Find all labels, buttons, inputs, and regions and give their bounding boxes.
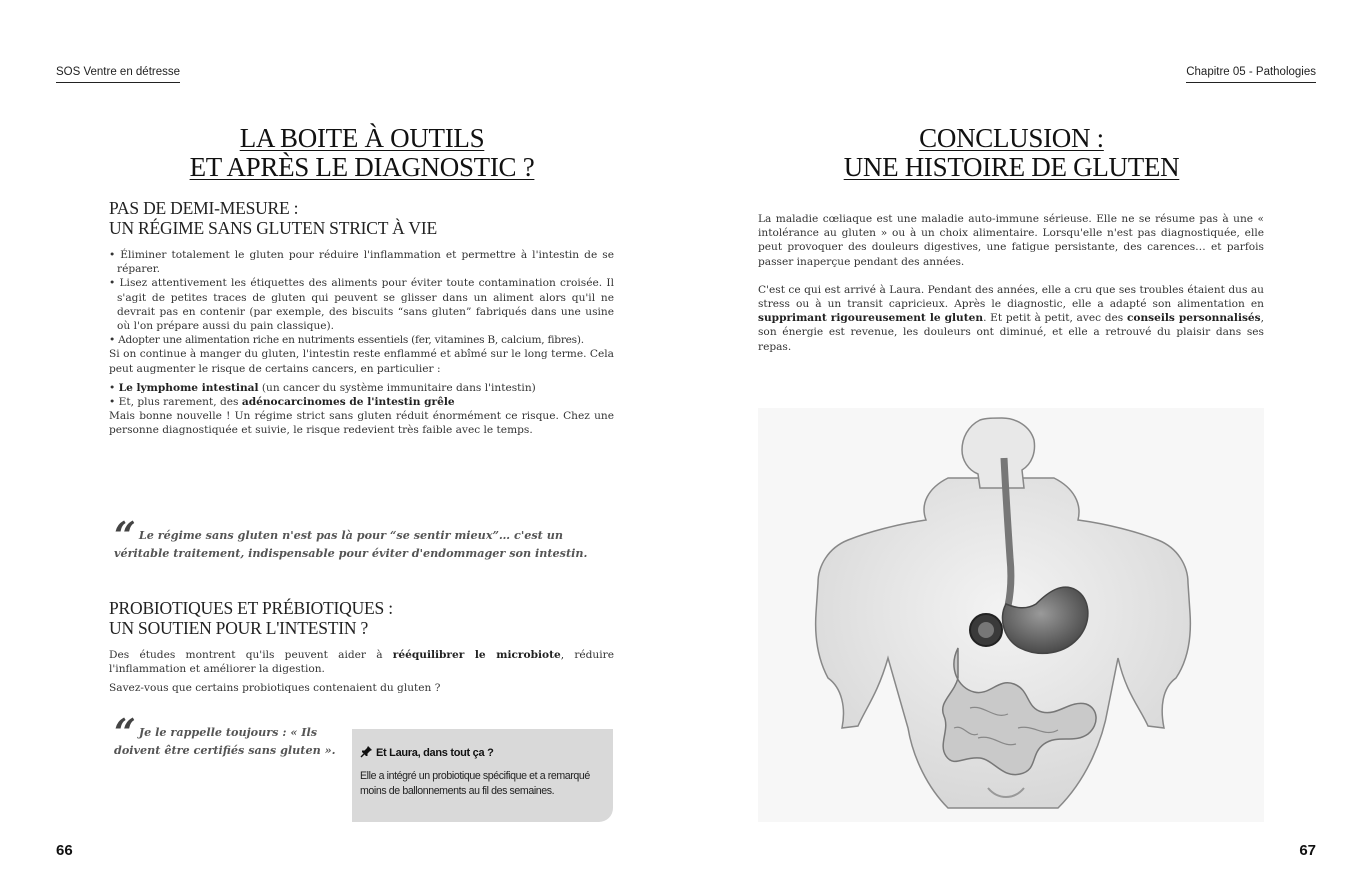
paragraph: C'est ce qui est arrivé à Laura. Pendant des années, elle a cru que ses troubles étaient dus au stress ou à un transit capricieux. Après le diagnostic, elle a adapté son alimentation en supprimant rigoureusement le gluten. Et petit à petit, avec des conseils personnalisés, son énergie est revenue, les douleurs ont diminué, et elle a retrouvé du plaisir dans ses repas. [758, 283, 1265, 353]
paragraph: Mais bonne nouvelle ! Un régime strict sans gluten réduit énormément ce risque. Chez une personne diagnostiquée et suivie, le risque redevient très faible avec le temps. [109, 410, 614, 437]
callout-title: Et Laura, dans tout ça ? [360, 745, 605, 761]
title-line: CONCLUSION : [919, 123, 1104, 153]
title-line: LA BOITE À OUTILS [239, 123, 485, 153]
section-heading-gluten-free: PAS DE DEMI-MESURE : UN RÉGIME SANS GLUTEN STRICT À VIE [109, 198, 437, 238]
list-item: • Éliminer totalement le gluten pour réduire l'inflammation et permettre à l'intestin de se réparer. [109, 249, 614, 276]
list-item: • Lisez attentivement les étiquettes des aliments pour éviter toute contamination croisée. Il s'agit de petites traces de gluten qui peuvent se glisser dans un aliment alors qu'il ne devrait pas en contenir (par exemple, des biscuits “sans gluten” fabriqués dans une usine où l'on prépare aussi du pain classique). [109, 277, 614, 333]
page-title-left [110, 124, 614, 182]
section-body-gluten-free [109, 248, 614, 438]
digestive-system-illustration [758, 408, 1264, 822]
pull-quote: “ Je le rappelle toujours : « Ils doivent être certifiés sans gluten ». [114, 710, 336, 757]
section-body-probiotics [109, 648, 614, 696]
paragraph: La maladie cœliaque est une maladie auto-immune sérieuse. Elle ne se résume pas à une « intolérance au gluten » ou à un choix alimentaire. Lorsqu'elle n'est pas diagnostiquée, elle peut provoquer des douleurs digestives, une fatigue persistante, des carences… et parfois passer inaperçue pendant des années. [758, 213, 1264, 268]
page-number-right: 67 [1299, 842, 1316, 859]
quote-mark-icon: “ [114, 513, 131, 558]
running-head-left: SOS Ventre en détresse [56, 66, 180, 83]
title-line: UNE HISTOIRE DE GLUTEN [843, 152, 1180, 182]
running-head-right: Chapitre 05 - Pathologies [1186, 66, 1316, 83]
pull-quote: “ Le régime sans gluten n'est pas là pour “se sentir mieux”… c'est un véritable traitement, indispensable pour éviter d'endommager son intestin. [114, 513, 588, 560]
list-item: • Le lymphome intestinal (un cancer du système immunitaire dans l'intestin) [109, 381, 536, 394]
list-item: • Et, plus rarement, des adénocarcinomes de l'intestin grêle [109, 396, 455, 409]
paragraph: Si on continue à manger du gluten, l'intestin reste enflammé et abîmé sur le long terme. Cela peut augmenter le risque de certains cancers, en particulier : [109, 348, 614, 375]
page-title-right [760, 124, 1263, 182]
quote-mark-icon: “ [114, 710, 131, 755]
title-line: ET APRÈS LE DIAGNOSTIC ? [189, 152, 535, 182]
list-item: • Adopter une alimentation riche en nutriments essentiels (fer, vitamines B, calcium, fibres). [109, 334, 584, 347]
section-heading-probiotics: PROBIOTIQUES ET PRÉBIOTIQUES : UN SOUTIEN POUR L'INTESTIN ? [109, 598, 393, 638]
anatomy-illustration [758, 408, 1264, 822]
callout-text: Elle a intégré un probiotique spécifique et a remarqué moins de ballonnements au fil des semaines. [360, 770, 590, 797]
conclusion-body [758, 212, 1264, 354]
callout-box [352, 729, 613, 822]
page-number-left: 66 [56, 842, 73, 859]
pushpin-icon [360, 745, 373, 761]
paragraph: Savez-vous que certains probiotiques contenaient du gluten ? [109, 682, 441, 695]
paragraph: Des études montrent qu'ils peuvent aider à rééquilibrer le microbiote, réduire l'inflammation et améliorer la digestion. [109, 649, 614, 676]
